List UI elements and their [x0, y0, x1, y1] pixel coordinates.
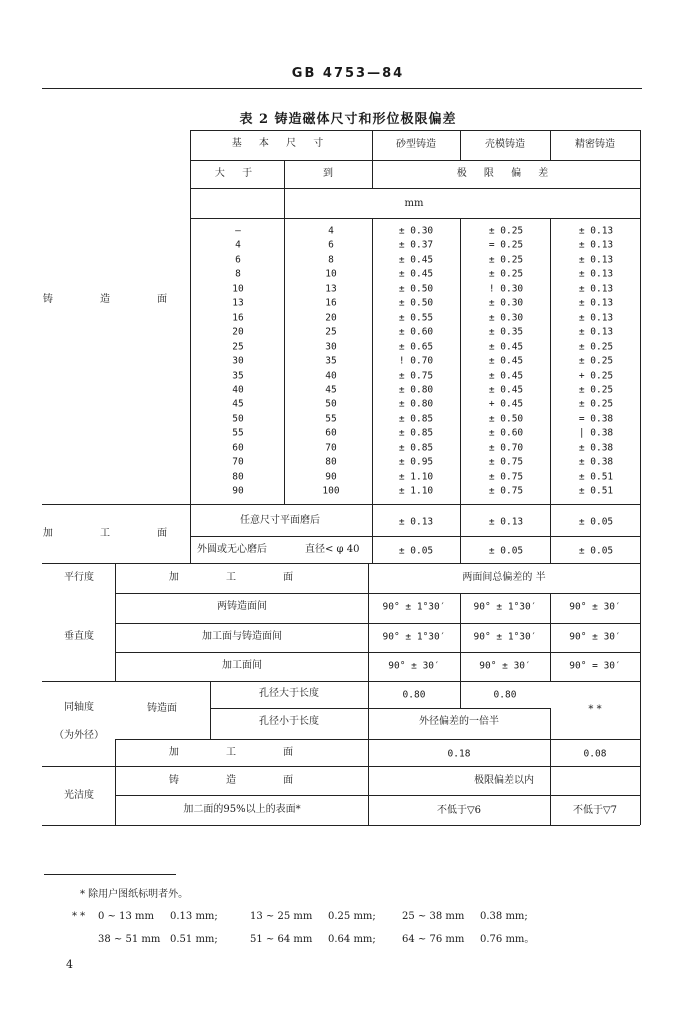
grid-line	[115, 739, 116, 825]
page-number: 4	[66, 958, 73, 971]
perpendicularity-shell: 90° ± 1°30′	[473, 601, 537, 613]
size-over: 10	[232, 283, 244, 295]
size-over: 30	[232, 355, 244, 367]
precision-tolerance: ± 0.25	[578, 340, 614, 352]
sand-tolerance: ± 0.65	[398, 340, 434, 352]
unit-label: mm	[404, 198, 424, 209]
precision-tolerance: ± 0.13	[578, 326, 614, 338]
grid-line	[550, 593, 551, 681]
precision-tolerance: ± 0.13	[578, 268, 614, 280]
sand-tolerance: ± 0.85	[398, 427, 434, 439]
machined-row2-sand: ± 0.05	[398, 545, 434, 557]
grid-line	[190, 218, 640, 219]
footnote-range: 64 ~ 76 mm	[402, 934, 465, 945]
footnote-tolerance: 0.76 mm。	[480, 934, 535, 945]
perpendicularity-sand: 90° ± 1°30′	[382, 631, 446, 643]
size-over: 40	[232, 384, 244, 396]
precision-tolerance: ± 0.38	[578, 456, 614, 468]
grid-line	[42, 563, 640, 564]
machined-surface-label: 加 工 面	[42, 528, 190, 539]
footnote-range: 38 ~ 51 mm	[98, 934, 161, 945]
coaxiality-row1-sand: 0.80	[402, 689, 426, 701]
size-over: 16	[232, 311, 244, 323]
footnote-tolerance: 0.13 mm;	[170, 911, 218, 922]
size-to: 100	[322, 485, 340, 497]
perpendicularity-shell: 90° ± 1°30′	[473, 631, 537, 643]
perpendicularity-label: 垂直度	[64, 631, 94, 642]
table-caption: 表 2 铸造磁体尺寸和形位极限偏差	[239, 112, 457, 127]
grid-line	[210, 708, 550, 709]
shell-tolerance: ± 0.45	[488, 355, 524, 367]
over-header: 大 于	[214, 168, 260, 179]
shell-tolerance: ± 0.75	[488, 470, 524, 482]
size-over: 35	[232, 369, 244, 381]
shell-tolerance: ± 0.45	[488, 340, 524, 352]
size-over: 13	[232, 297, 244, 309]
grid-line	[550, 708, 551, 825]
sand-tolerance: ± 0.37	[398, 239, 434, 251]
cast-surface-label: 铸 造 面	[42, 294, 190, 305]
grid-line	[115, 623, 640, 624]
parallelism-label: 平行度	[64, 572, 94, 583]
precision-tolerance: ± 0.13	[578, 297, 614, 309]
size-to: 80	[325, 456, 337, 468]
grid-line	[115, 652, 640, 653]
precision-tolerance: ± 0.13	[578, 283, 614, 295]
coaxiality-row1-desc: 孔径大于长度	[259, 688, 319, 699]
size-to: 10	[325, 268, 337, 280]
precision-tolerance: + 0.25	[578, 369, 614, 381]
precision-tolerance: | 0.38	[578, 427, 614, 439]
coaxiality-row3-value: 0.18	[447, 748, 471, 760]
size-over: 80	[232, 470, 244, 482]
precision-casting-header: 精密铸造	[575, 139, 615, 150]
sand-tolerance: ± 0.50	[398, 297, 434, 309]
shell-tolerance: ± 0.35	[488, 326, 524, 338]
size-to: 90	[325, 470, 337, 482]
footnote-range: 0 ~ 13 mm	[98, 911, 154, 922]
sand-tolerance: ± 0.85	[398, 413, 434, 425]
size-over: 4	[235, 239, 241, 251]
machined-row2-desc: 外圆或无心磨后	[197, 544, 267, 555]
size-to: 50	[325, 398, 337, 410]
table-bottom-border	[42, 825, 640, 826]
precision-tolerance: ± 0.13	[578, 225, 614, 237]
finish-row1-value: 极限偏差以内	[474, 775, 534, 786]
grid-line	[210, 681, 211, 739]
sand-tolerance: ± 1.10	[398, 470, 434, 482]
machined-row1-precision: ± 0.05	[578, 516, 614, 528]
machined-row1-desc: 任意尺寸平面磨后	[240, 515, 320, 526]
precision-tolerance: ± 0.25	[578, 384, 614, 396]
sand-tolerance: ! 0.70	[398, 355, 434, 367]
shell-tolerance: ! 0.30	[488, 283, 524, 295]
size-to: 25	[325, 326, 337, 338]
size-to: 4	[328, 225, 334, 237]
grid-line	[190, 188, 640, 189]
finish-row2-value: 不低于▽6	[436, 805, 482, 816]
sand-tolerance: ± 0.45	[398, 268, 434, 280]
size-to: 60	[325, 427, 337, 439]
size-to: 8	[328, 254, 334, 266]
size-over: 6	[235, 254, 241, 266]
table-right-border	[640, 130, 641, 825]
size-to: 30	[325, 340, 337, 352]
sand-tolerance: ± 0.80	[398, 384, 434, 396]
basic-size-header: 基 本 尺 寸	[231, 138, 331, 149]
size-to: 40	[325, 369, 337, 381]
perpendicularity-desc: 加工面间	[222, 660, 262, 671]
machined-row2-condition: 直径< φ 40	[305, 544, 360, 555]
sand-tolerance: ± 0.45	[398, 254, 434, 266]
table-top-border	[190, 130, 640, 131]
parallelism-value: 两面间总偏差的 半	[462, 572, 546, 583]
grid-line	[190, 130, 191, 563]
coaxiality-precision-mark: * *	[588, 704, 602, 715]
footnote-rule	[44, 874, 176, 875]
coaxiality-row2-desc: 孔径小于长度	[259, 716, 319, 727]
precision-tolerance: = 0.38	[578, 413, 614, 425]
to-header: 到	[323, 168, 333, 179]
footnote-1: * 除用户图纸标明者外。	[80, 889, 189, 900]
grid-line	[284, 160, 285, 504]
size-over: 70	[232, 456, 244, 468]
size-to: 70	[325, 442, 337, 454]
coaxiality-cast-label: 铸造面	[147, 703, 177, 714]
grid-line	[115, 593, 640, 594]
size-over: 50	[232, 413, 244, 425]
size-over: 60	[232, 442, 244, 454]
grid-line	[460, 593, 461, 708]
perpendicularity-shell: 90° ± 30′	[479, 660, 531, 672]
footnote-range: 25 ~ 38 mm	[402, 911, 465, 922]
perpendicularity-precision: 90° ± 30′	[569, 631, 621, 643]
precision-tolerance: ± 0.25	[578, 355, 614, 367]
size-over: 8	[235, 268, 241, 280]
parallelism-desc: 加 工 面	[168, 572, 316, 583]
sand-tolerance: ± 0.95	[398, 456, 434, 468]
limit-deviation-header: 极 限 偏 差	[456, 168, 556, 179]
perpendicularity-precision: 90° = 30′	[569, 660, 621, 672]
grid-line	[115, 563, 116, 681]
shell-casting-header: 壳模铸造	[485, 139, 525, 150]
footnote-range: 51 ~ 64 mm	[250, 934, 313, 945]
shell-tolerance: ± 0.30	[488, 311, 524, 323]
perpendicularity-sand: 90° ± 1°30′	[382, 601, 446, 613]
sand-tolerance: ± 0.75	[398, 369, 434, 381]
size-to: 35	[325, 355, 337, 367]
shell-tolerance: ± 0.25	[488, 254, 524, 266]
sand-tolerance: ± 0.60	[398, 326, 434, 338]
grid-line	[372, 130, 373, 188]
sand-tolerance: ± 1.10	[398, 485, 434, 497]
grid-line	[42, 681, 640, 682]
shell-tolerance: ± 0.30	[488, 297, 524, 309]
perpendicularity-desc: 加工面与铸造面间	[202, 631, 282, 642]
footnote-tolerance: 0.38 mm;	[480, 911, 528, 922]
sand-tolerance: ± 0.85	[398, 442, 434, 454]
shell-tolerance: ± 0.25	[488, 268, 524, 280]
footnote-tolerance: 0.64 mm;	[328, 934, 376, 945]
precision-tolerance: ± 0.25	[578, 398, 614, 410]
grid-line	[372, 218, 373, 563]
precision-tolerance: ± 0.51	[578, 470, 614, 482]
size-over: 55	[232, 427, 244, 439]
size-to: 6	[328, 239, 334, 251]
precision-tolerance: ± 0.13	[578, 239, 614, 251]
size-to: 45	[325, 384, 337, 396]
size-over: —	[235, 225, 241, 237]
shell-tolerance: + 0.45	[488, 398, 524, 410]
standard-header: GB 4753—84	[291, 66, 405, 81]
precision-tolerance: ± 0.38	[578, 442, 614, 454]
shell-tolerance: ± 0.50	[488, 413, 524, 425]
grid-line	[368, 563, 369, 825]
grid-line	[190, 160, 640, 161]
finish-row2-precision: 不低于▽7	[572, 805, 618, 816]
size-over: 45	[232, 398, 244, 410]
finish-label: 光洁度	[64, 790, 94, 801]
shell-tolerance: ± 0.45	[488, 384, 524, 396]
shell-tolerance: ± 0.75	[488, 456, 524, 468]
coaxiality-sublabel: （为外径）	[54, 730, 104, 741]
footnote-tolerance: 0.25 mm;	[328, 911, 376, 922]
finish-row1-desc: 铸 造 面	[168, 775, 316, 786]
coaxiality-row1-shell: 0.80	[493, 689, 517, 701]
shell-tolerance: = 0.25	[488, 239, 524, 251]
coaxiality-row2-value: 外径偏差的一倍半	[419, 716, 499, 727]
grid-line	[460, 218, 461, 563]
sand-casting-header: 砂型铸造	[396, 139, 436, 150]
machined-row2-shell: ± 0.05	[488, 545, 524, 557]
size-to: 13	[325, 283, 337, 295]
perpendicularity-sand: 90° ± 30′	[388, 660, 440, 672]
machined-row1-sand: ± 0.13	[398, 516, 434, 528]
coaxiality-row3-precision: 0.08	[583, 748, 607, 760]
machined-row2-precision: ± 0.05	[578, 545, 614, 557]
coaxiality-row3-desc: 加 工 面	[168, 747, 316, 758]
perpendicularity-desc: 两铸造面间	[217, 601, 267, 612]
footnote-tolerance: 0.51 mm;	[170, 934, 218, 945]
sand-tolerance: ± 0.55	[398, 311, 434, 323]
size-to: 55	[325, 413, 337, 425]
shell-tolerance: ± 0.25	[488, 225, 524, 237]
sand-tolerance: ± 0.50	[398, 283, 434, 295]
size-over: 90	[232, 485, 244, 497]
precision-tolerance: ± 0.13	[578, 311, 614, 323]
precision-tolerance: ± 0.13	[578, 254, 614, 266]
precision-tolerance: ± 0.51	[578, 485, 614, 497]
machined-row1-shell: ± 0.13	[488, 516, 524, 528]
grid-line	[115, 739, 640, 740]
footnote-2-mark: * *	[72, 911, 86, 922]
finish-row2-desc: 加二面的95%以上的表面*	[183, 804, 301, 815]
size-to: 16	[325, 297, 337, 309]
shell-tolerance: ± 0.45	[488, 369, 524, 381]
sand-tolerance: ± 0.80	[398, 398, 434, 410]
grid-line	[550, 130, 551, 160]
sand-tolerance: ± 0.30	[398, 225, 434, 237]
header-rule	[42, 88, 642, 89]
grid-line	[190, 536, 640, 537]
size-over: 20	[232, 326, 244, 338]
grid-line	[550, 218, 551, 563]
shell-tolerance: ± 0.70	[488, 442, 524, 454]
shell-tolerance: ± 0.60	[488, 427, 524, 439]
shell-tolerance: ± 0.75	[488, 485, 524, 497]
footnote-range: 13 ~ 25 mm	[250, 911, 313, 922]
grid-line	[460, 130, 461, 160]
perpendicularity-precision: 90° ± 30′	[569, 601, 621, 613]
coaxiality-label: 同轴度	[64, 702, 94, 713]
size-to: 20	[325, 311, 337, 323]
grid-line	[115, 795, 640, 796]
size-over: 25	[232, 340, 244, 352]
